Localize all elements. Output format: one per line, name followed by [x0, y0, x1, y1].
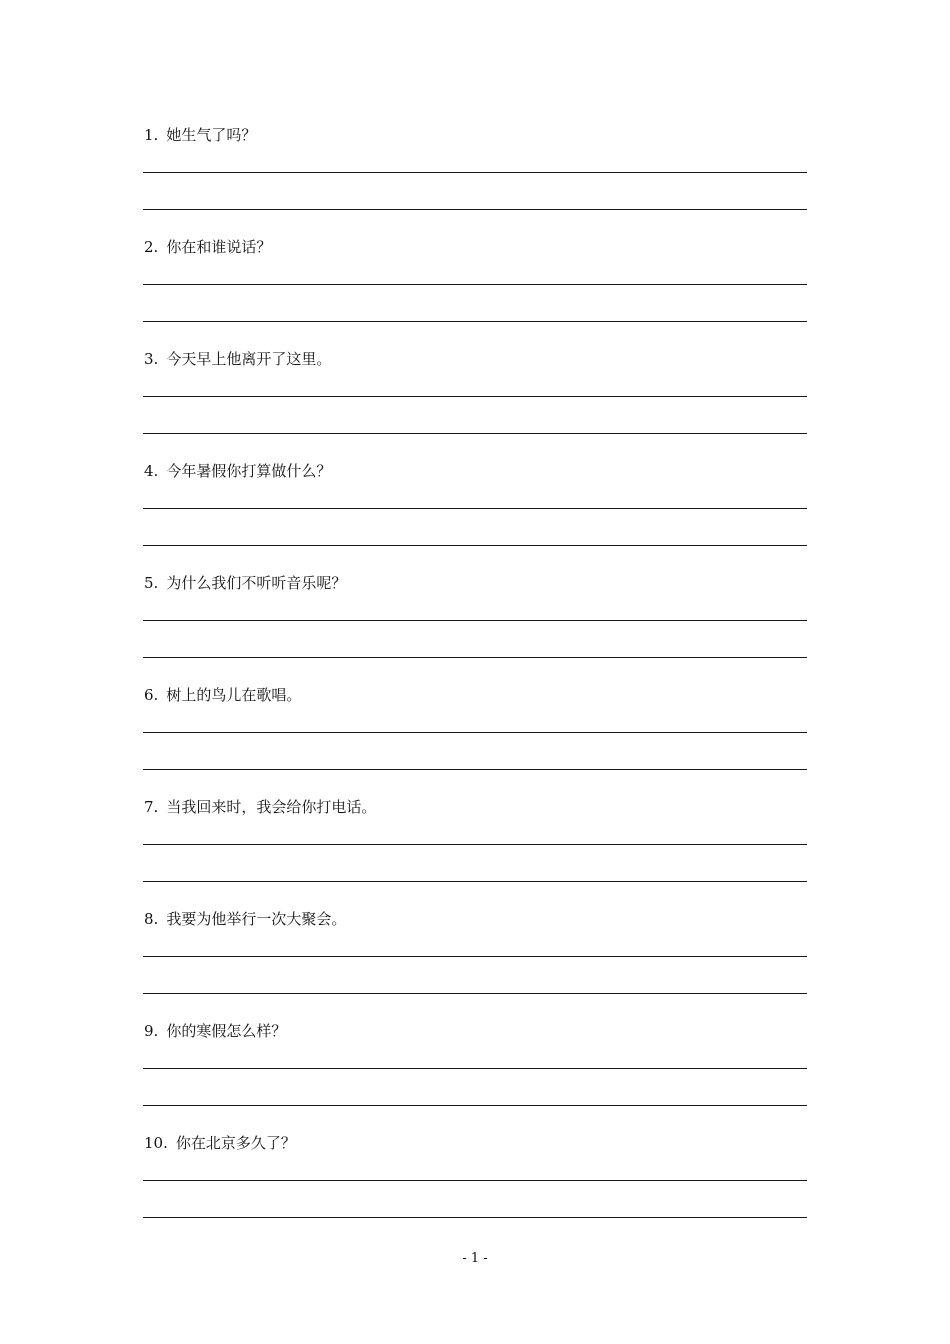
question-sentence: 为什么我们不听听音乐呢？ — [166, 574, 347, 592]
question-text — [144, 574, 346, 592]
question-text — [144, 126, 256, 144]
question-item — [143, 910, 807, 1022]
question-item — [143, 798, 807, 910]
question-text — [144, 910, 346, 928]
question-item — [143, 686, 807, 798]
question-number: 7. — [144, 798, 159, 816]
question-sentence: 当我回来时，我会给你打电话。 — [166, 798, 377, 816]
question-number: 9. — [144, 1022, 159, 1040]
question-text — [144, 462, 331, 480]
answer-line[interactable] — [143, 172, 807, 173]
answer-line[interactable] — [143, 1217, 807, 1218]
question-number: 5. — [144, 574, 159, 592]
answer-line[interactable] — [143, 321, 807, 322]
question-text — [144, 686, 301, 704]
answer-line[interactable] — [143, 284, 807, 285]
question-sentence: 你的寒假怎么样？ — [166, 1022, 287, 1040]
answer-line[interactable] — [143, 209, 807, 210]
answer-line[interactable] — [143, 620, 807, 621]
answer-line[interactable] — [143, 769, 807, 770]
question-sentence: 我要为他举行一次大聚会。 — [166, 910, 347, 928]
question-item — [143, 238, 807, 350]
question-number: 6. — [144, 686, 159, 704]
answer-line[interactable] — [143, 545, 807, 546]
answer-line[interactable] — [143, 844, 807, 845]
question-item — [143, 462, 807, 574]
question-item — [143, 1022, 807, 1134]
question-sentence: 今天早上他离开了这里。 — [166, 350, 332, 368]
question-number: 2. — [144, 238, 159, 256]
answer-line[interactable] — [143, 657, 807, 658]
question-item — [143, 126, 807, 238]
page-number: - 1 - — [462, 1251, 488, 1266]
answer-line[interactable] — [143, 508, 807, 509]
question-number: 4. — [144, 462, 159, 480]
answer-line[interactable] — [143, 956, 807, 957]
question-text — [144, 238, 271, 256]
question-text — [144, 1022, 286, 1040]
question-text — [144, 350, 331, 368]
answer-line[interactable] — [143, 1105, 807, 1106]
answer-line[interactable] — [143, 732, 807, 733]
question-item — [143, 350, 807, 462]
answer-line[interactable] — [143, 1180, 807, 1181]
question-sentence: 你在和谁说话？ — [166, 238, 272, 256]
answer-line[interactable] — [143, 433, 807, 434]
answer-line[interactable] — [143, 396, 807, 397]
question-sentence: 今年暑假你打算做什么？ — [166, 462, 332, 480]
answer-line[interactable] — [143, 1068, 807, 1069]
question-number: 8. — [144, 910, 159, 928]
question-item — [143, 574, 807, 686]
question-number: 1. — [144, 126, 159, 144]
question-sentence: 你在北京多久了？ — [175, 1134, 296, 1152]
question-item — [143, 1134, 807, 1246]
question-sentence: 树上的鸟儿在歌唱。 — [166, 686, 302, 704]
answer-line[interactable] — [143, 993, 807, 994]
question-number: 10. — [144, 1134, 168, 1152]
question-text — [144, 798, 376, 816]
question-sentence: 她生气了吗？ — [166, 126, 257, 144]
question-text — [144, 1134, 296, 1152]
question-number: 3. — [144, 350, 159, 368]
answer-line[interactable] — [143, 881, 807, 882]
